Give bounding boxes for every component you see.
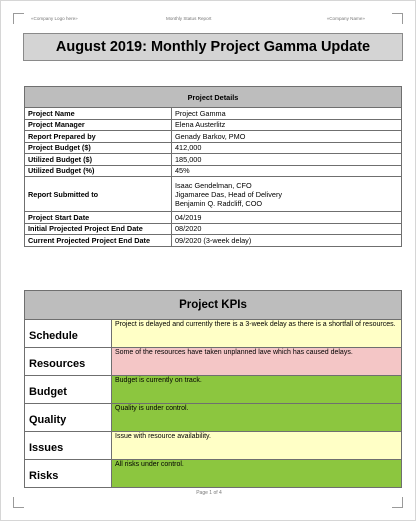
detail-value: 45% xyxy=(172,165,402,177)
kpi-label: Schedule xyxy=(25,320,112,348)
crop-mark-top-left xyxy=(13,13,24,24)
kpi-status-cell: Some of the resources have taken unplanned lave which has caused delays. xyxy=(112,348,402,376)
table-row xyxy=(25,142,402,154)
kpi-label: Resources xyxy=(25,348,112,376)
kpi-status-cell: Issue with resource availability. xyxy=(112,432,402,460)
header-company-name-placeholder: «Company Name» xyxy=(326,16,365,21)
recipient: Isaac Gendelman, CFO xyxy=(175,180,252,190)
crop-mark-top-right xyxy=(392,13,403,24)
detail-value: 04/2019 xyxy=(172,212,402,224)
detail-value: Genady Barkov, PMO xyxy=(172,131,402,143)
detail-label: Project Budget ($) xyxy=(25,142,172,154)
project-details-heading: Project Details xyxy=(25,87,402,108)
recipient: Jigamaree Das, Head of Delivery xyxy=(175,189,283,199)
detail-value: 185,000 xyxy=(172,154,402,166)
table-row xyxy=(25,212,402,224)
table-row xyxy=(25,177,402,212)
report-title: August 2019: Monthly Project Gamma Update xyxy=(23,33,403,61)
detail-value: Project Gamma xyxy=(172,108,402,120)
table-row xyxy=(25,320,402,348)
recipient: Benjamin Q. Radcliff, COO xyxy=(175,198,263,208)
detail-label: Project Name xyxy=(25,108,172,120)
kpi-label: Budget xyxy=(25,376,112,404)
kpi-status-cell: Budget is currently on track. xyxy=(112,376,402,404)
page-number: Page 1 of 4 xyxy=(196,490,222,496)
table-row xyxy=(25,376,402,404)
detail-label: Project Manager xyxy=(25,119,172,131)
detail-label: Initial Projected Project End Date xyxy=(25,223,172,235)
table-row xyxy=(25,432,402,460)
kpi-label: Risks xyxy=(25,460,112,488)
kpi-status-cell: Quality is under control. xyxy=(112,404,402,432)
detail-label: Utilized Budget ($) xyxy=(25,154,172,166)
table-row xyxy=(25,154,402,166)
detail-value: Elena Austerlitz xyxy=(172,119,402,131)
project-kpis-heading: Project KPIs xyxy=(25,291,402,320)
project-kpis-table xyxy=(24,290,402,488)
table-row xyxy=(25,223,402,235)
detail-label: Report Submitted to xyxy=(25,177,172,212)
kpi-label: Quality xyxy=(25,404,112,432)
kpi-label: Issues xyxy=(25,432,112,460)
crop-mark-bottom-left xyxy=(13,497,24,508)
detail-label: Project Start Date xyxy=(25,212,172,224)
kpi-status-cell: All risks under control. xyxy=(112,460,402,488)
project-details-table xyxy=(24,86,402,247)
header-report-type: Monthly Status Report xyxy=(166,16,212,21)
detail-value-recipients xyxy=(172,177,402,212)
table-row xyxy=(25,165,402,177)
table-row xyxy=(25,108,402,120)
detail-value: 08/2020 xyxy=(172,223,402,235)
detail-label: Utilized Budget (%) xyxy=(25,165,172,177)
table-row xyxy=(25,235,402,247)
detail-label: Report Prepared by xyxy=(25,131,172,143)
crop-mark-bottom-right xyxy=(392,497,403,508)
table-row xyxy=(25,131,402,143)
detail-label: Current Projected Project End Date xyxy=(25,235,172,247)
detail-value: 412,000 xyxy=(172,142,402,154)
table-row xyxy=(25,348,402,376)
table-row xyxy=(25,460,402,488)
table-row xyxy=(25,119,402,131)
kpi-status-cell: Project is delayed and currently there is a 3-week delay as there is a shortfall of resources. xyxy=(112,320,402,348)
detail-value: 09/2020 (3-week delay) xyxy=(172,235,402,247)
table-row xyxy=(25,404,402,432)
header-company-logo-placeholder: «Company Logo here» xyxy=(31,16,78,21)
